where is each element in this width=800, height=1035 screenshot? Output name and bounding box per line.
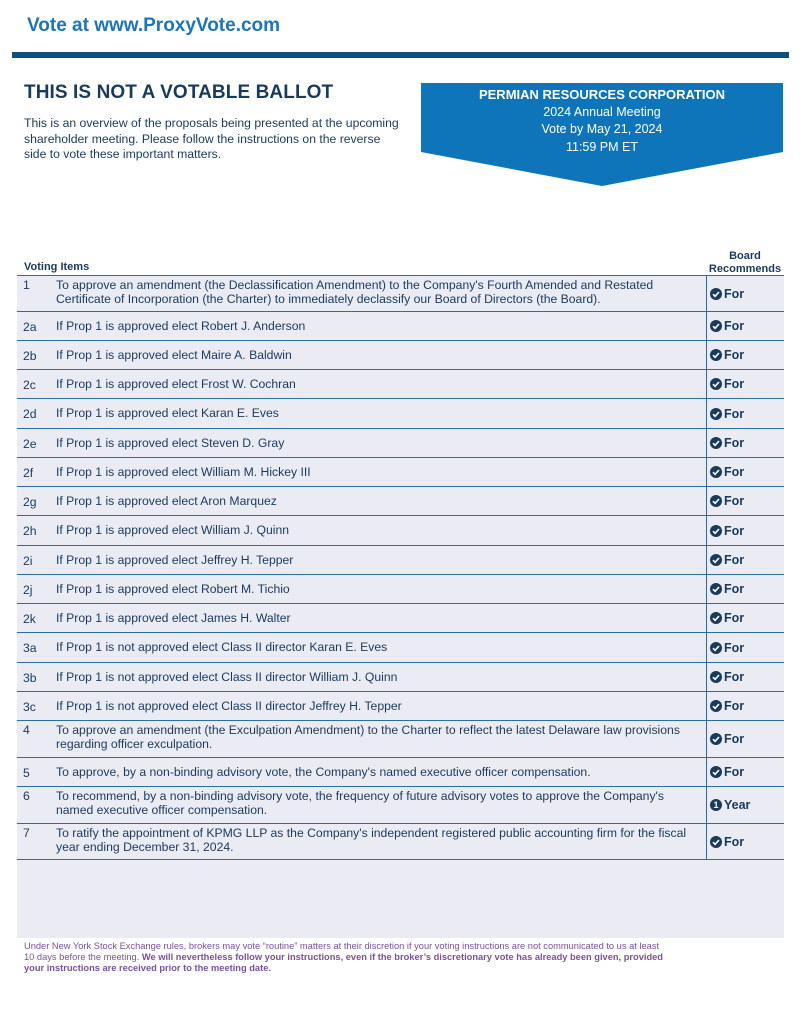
board-recommendation-cell — [706, 758, 784, 786]
board-header-line2: Recommends — [708, 262, 782, 275]
item-description: To ratify the appointment of KPMG LLP as the Company's independent registered public accounting firm for the fiscal year ending December 31, 2024. — [56, 826, 687, 854]
recommendation — [710, 319, 744, 333]
table-row — [17, 603, 784, 632]
item-number: 2k — [23, 612, 36, 626]
recommendation-label: For — [724, 465, 745, 479]
recommendation — [710, 798, 750, 812]
item-description: If Prop 1 is approved elect Frost W. Cochran — [56, 377, 296, 391]
table-row — [17, 574, 784, 603]
table-row — [17, 311, 784, 340]
item-description: To recommend, by a non-binding advisory vote, the frequency of future advisory votes to approve the Company's named executive officer compensation. — [56, 789, 664, 817]
item-description: If Prop 1 is approved elect William M. Hickey III — [56, 465, 311, 479]
check-icon — [710, 836, 722, 848]
svg-text:1: 1 — [713, 800, 719, 811]
recommendation-label: For — [724, 286, 745, 301]
item-number: 4 — [23, 723, 30, 737]
recommendation-label: For — [724, 348, 745, 362]
check-icon — [710, 320, 722, 332]
table-row — [17, 786, 784, 823]
meeting-banner — [421, 83, 783, 186]
recommendation-label: For — [724, 699, 745, 713]
recommendation — [710, 407, 744, 421]
check-icon — [710, 733, 722, 745]
check-icon — [710, 766, 722, 778]
item-number: 1 — [23, 278, 30, 292]
company-name: PERMIAN RESOURCES CORPORATION — [478, 87, 726, 102]
item-description: If Prop 1 is approved elect Robert M. Tichio — [56, 582, 290, 596]
item-number: 2e — [23, 437, 37, 451]
item-description: If Prop 1 is approved elect Jeffrey H. Tepper — [56, 553, 294, 567]
check-icon — [710, 466, 722, 478]
recommendation-label: For — [724, 670, 745, 684]
board-recommendation-cell — [706, 692, 784, 720]
recommendation — [710, 436, 744, 450]
check-icon — [710, 583, 722, 595]
board-recommendation-cell — [706, 575, 784, 603]
board-recommendation-cell — [706, 370, 784, 398]
item-description: If Prop 1 is not approved elect Class II director Karan E. Eves — [56, 640, 388, 654]
item-number: 2f — [23, 466, 34, 480]
meeting-name: 2024 Annual Meeting — [543, 104, 661, 119]
recommendation — [710, 670, 744, 684]
item-number: 3a — [23, 641, 37, 655]
recommendation — [710, 611, 744, 625]
item-description: If Prop 1 is approved elect Karan E. Eves — [56, 406, 279, 420]
footer-plain-text: Under New York Stock Exchange rules, brokers may vote “routine” matters at their discretion if your voting instructions are not communicated to us at least 10 days before the meeting. — [24, 941, 660, 962]
check-icon — [710, 525, 722, 537]
recommendation — [710, 465, 744, 479]
board-recommendation-cell — [706, 516, 784, 545]
table-row — [17, 428, 784, 457]
recommendation-label: For — [724, 553, 745, 567]
board-recommendation-cell — [706, 721, 784, 757]
recommendation — [710, 377, 744, 391]
recommendation — [710, 582, 744, 596]
table-row — [17, 545, 784, 574]
board-recommendation-cell — [706, 633, 784, 662]
recommendation-label: For — [724, 436, 745, 450]
table-row — [17, 691, 784, 720]
header-rule — [12, 52, 789, 58]
voting-items-header: Voting Items — [24, 261, 90, 273]
check-icon — [710, 378, 722, 390]
check-icon — [710, 437, 722, 449]
item-number: 2a — [23, 320, 37, 334]
table-row — [17, 720, 784, 757]
recommendation — [710, 699, 744, 713]
item-description: To approve an amendment (the Declassification Amendment) to the Company's Fourth Amended and Restated Certificate of Incorporation (the Charter) to immediately declassify our Board of Directors (the Board). — [56, 278, 654, 306]
board-recommendation-cell — [706, 458, 784, 486]
board-recommendation-cell — [706, 276, 784, 311]
item-number: 2i — [23, 554, 33, 568]
item-number: 5 — [23, 766, 30, 780]
check-icon — [710, 288, 722, 300]
item-description: If Prop 1 is approved elect William J. Quinn — [56, 523, 290, 537]
item-number: 3b — [23, 671, 37, 685]
item-number: 3c — [23, 700, 36, 714]
check-icon — [710, 495, 722, 507]
table-row — [17, 515, 784, 545]
board-header-line1: Board — [729, 250, 761, 262]
voting-items-table — [17, 275, 784, 938]
check-icon — [710, 671, 722, 683]
board-recommendation-cell — [706, 312, 784, 340]
item-number: 2c — [23, 378, 36, 392]
item-description: If Prop 1 is approved elect Robert J. Anderson — [56, 319, 306, 333]
item-description: If Prop 1 is approved elect James H. Walter — [56, 611, 291, 625]
recommendation-label: Year — [724, 798, 751, 812]
item-description: If Prop 1 is not approved elect Class II director William J. Quinn — [56, 670, 398, 684]
item-description: If Prop 1 is approved elect Steven D. Gray — [56, 436, 285, 450]
footer-bold-text: We will nevertheless follow your instructions, even if the broker’s discretionary vote has already been given, provided your instructions are received prior to the meeting date. — [24, 951, 663, 973]
recommendation — [710, 835, 744, 849]
recommendation — [710, 553, 744, 567]
recommendation-label: For — [724, 640, 745, 655]
table-row — [17, 632, 784, 662]
recommendation — [710, 765, 744, 779]
recommendation-label: For — [724, 582, 745, 596]
recommendation — [710, 524, 744, 538]
recommendation — [710, 641, 744, 655]
recommendation-label: For — [724, 765, 745, 779]
vote-time: 11:59 PM ET — [565, 139, 639, 154]
board-recommendation-cell — [706, 341, 784, 369]
check-icon — [710, 408, 722, 420]
table-row — [17, 369, 784, 398]
board-recommendation-cell — [706, 824, 784, 859]
board-recommendation-cell — [706, 663, 784, 691]
table-row — [17, 340, 784, 369]
recommendation-label: For — [724, 377, 745, 391]
recommendation-label: For — [724, 523, 745, 538]
page-title: THIS IS NOT A VOTABLE BALLOT — [24, 82, 334, 103]
check-icon — [710, 554, 722, 566]
recommendation-label: For — [724, 494, 745, 508]
table-row — [17, 275, 784, 311]
item-number: 6 — [23, 789, 30, 803]
recommendation — [710, 287, 744, 301]
vote-deadline: Vote by May 21, 2024 — [541, 122, 663, 136]
item-number: 7 — [23, 826, 30, 840]
item-number: 2g — [23, 495, 37, 509]
table-row — [17, 662, 784, 691]
item-description: To approve, by a non-binding advisory vote, the Company's named executive officer compensation. — [56, 765, 591, 779]
item-description: If Prop 1 is not approved elect Class II director Jeffrey H. Tepper — [56, 699, 402, 713]
item-number: 2d — [23, 407, 37, 421]
table-row — [17, 823, 784, 860]
recommendation-label: For — [724, 406, 745, 421]
recommendation — [710, 348, 744, 362]
item-number: 2h — [23, 524, 37, 538]
recommendation-label: For — [724, 732, 745, 746]
board-recommendation-cell — [706, 487, 784, 515]
recommendation-label: For — [724, 834, 745, 849]
recommendation-label: For — [724, 611, 745, 625]
check-icon — [710, 612, 722, 624]
table-row — [17, 757, 784, 786]
board-recommends-header — [706, 250, 784, 275]
proxyvote-url[interactable]: Vote at www.ProxyVote.com — [27, 15, 281, 36]
board-recommendation-cell — [706, 429, 784, 457]
item-description: To approve an amendment (the Exculpation Amendment) to the Charter to reflect the latest Delaware law provisions regarding officer exculpation. — [56, 723, 680, 751]
check-icon — [710, 700, 722, 712]
item-number: 2b — [23, 349, 37, 363]
recommendation-label: For — [724, 319, 745, 333]
check-icon — [710, 642, 722, 654]
board-recommendation-cell — [706, 546, 784, 574]
recommendation — [710, 732, 744, 746]
board-recommendation-cell — [706, 787, 784, 823]
recommendation — [710, 494, 744, 508]
item-number: 2j — [23, 583, 33, 597]
board-recommendation-cell — [706, 604, 784, 632]
item-description: If Prop 1 is approved elect Aron Marquez — [56, 494, 277, 508]
item-description: If Prop 1 is approved elect Maire A. Baldwin — [56, 348, 292, 362]
number-one-icon — [710, 799, 722, 811]
table-row — [17, 398, 784, 428]
intro-text: This is an overview of the proposals being presented at the upcoming shareholder meeting. Please follow the instructions on the reverse side to vote these important matters. — [24, 116, 399, 161]
table-row — [17, 457, 784, 486]
table-row — [17, 486, 784, 515]
check-icon — [710, 349, 722, 361]
board-recommendation-cell — [706, 399, 784, 428]
footer-note — [24, 941, 669, 973]
